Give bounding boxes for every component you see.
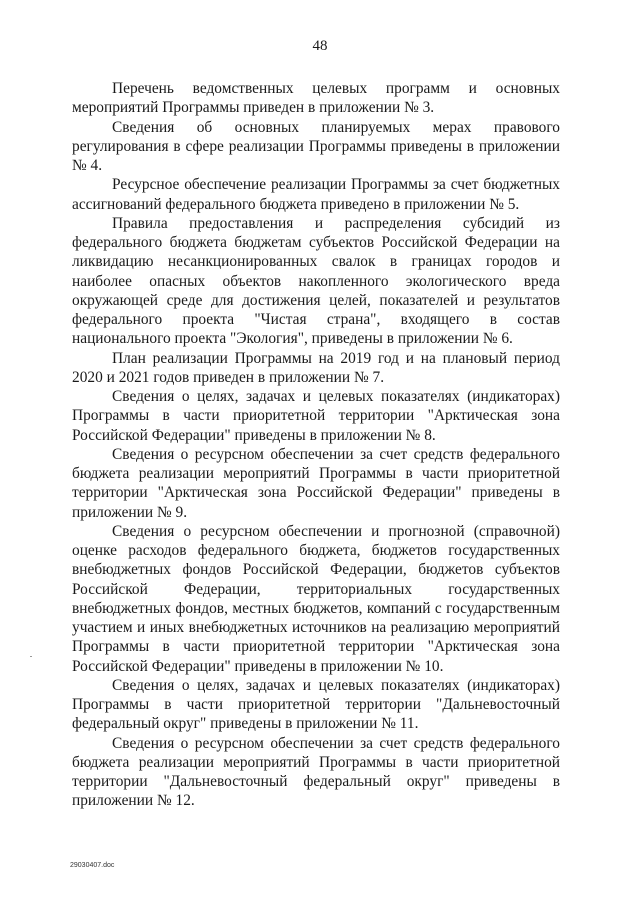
paragraph-appendix-3: Перечень ведомственных целевых программ и основных мероприятий Программы приведен в приложении № 3.: [72, 80, 560, 117]
paragraph-appendix-8: Сведения о целях, задачах и целевых показателях (индикаторах) Программы в части приоритетной территории "Арктическая зона Российской Федерации" приведены в приложении № 8.: [72, 388, 560, 444]
paragraph-appendix-7: План реализации Программы на 2019 год и на плановый период 2020 и 2021 годов приведен в приложении № 7.: [72, 349, 560, 386]
document-body: [72, 79, 560, 811]
paragraph-appendix-6: Правила предоставления и распределения субсидий из федерального бюджета бюджетам субъектов Российской Федерации на ликвидацию несанкционированных свалок в границах городов и наиболее опасных объектов накопленного экологического вреда окружающей среде для достижения целей, показателей и результатов федерального проекта "Чистая страна", входящего в состав национального проекта "Экология", приведены в приложении № 6.: [72, 214, 560, 348]
paragraph-appendix-4: Сведения об основных планируемых мерах правового регулирования в сфере реализации Программы приведены в приложении № 4.: [72, 118, 560, 174]
paragraph-appendix-10: Сведения о ресурсном обеспечении и прогнозной (справочной) оценке расходов федерального бюджета, бюджетов государственных внебюджетных фондов Российской Федерации, бюджетов субъектов Российской Федерации, территориальных государственных внебюджетных фондов, местных бюджетов, компаний с государственным участием и иных внебюджетных источников на реализацию мероприятий Программы в части приоритетной территории "Арктическая зона Российской Федерации" приведены в приложении № 10.: [72, 522, 560, 675]
paragraph-appendix-11: Сведения о целях, задачах и целевых показателях (индикаторах) Программы в части приоритетной территории "Дальневосточный федеральный округ" приведены в приложении № 11.: [72, 676, 560, 733]
page-number: 48: [312, 38, 328, 54]
paragraph-appendix-5: Ресурсное обеспечение реализации Программы за счет бюджетных ассигнований федерального бюджета приведено в приложении № 5.: [72, 176, 560, 213]
paragraph-appendix-12: Сведения о ресурсном обеспечении за счет средств федерального бюджета реализации мероприятий Программы в части приоритетной территории "Дальневосточный федеральный округ" приведены в приложении № 12.: [72, 734, 560, 810]
footer-file-code: 29030407.doc: [70, 862, 115, 869]
paragraph-appendix-9: Сведения о ресурсном обеспечении за счет средств федерального бюджета реализации мероприятий Программы в части приоритетной территории "Арктическая зона Российской Федерации" приведены в приложении № 9.: [72, 445, 560, 521]
scan-margin-mark: [30, 656, 32, 657]
